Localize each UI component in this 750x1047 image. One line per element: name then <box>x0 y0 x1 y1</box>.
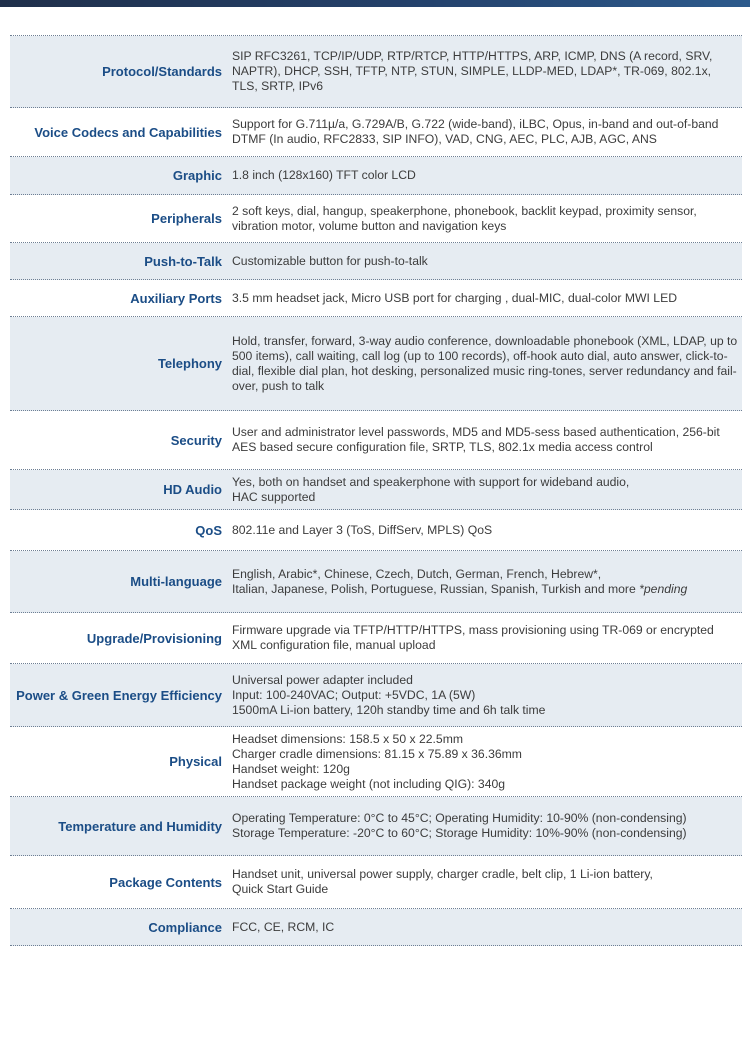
spec-row-qos <box>10 510 742 551</box>
spec-label: Protocol/Standards <box>102 64 222 79</box>
spec-label: Multi-language <box>130 574 222 589</box>
pending-note: *pending <box>639 581 688 596</box>
spec-row-power <box>10 664 742 727</box>
spec-row-security <box>10 411 742 470</box>
spec-value: SIP RFC3261, TCP/IP/UDP, RTP/RTCP, HTTP/HTTPS, ARP, ICMP, DNS (A record, SRV, NAPTR), DHCP, SSH, TFTP, NTP, STUN, SIMPLE, LLDP-MED, LDAP*, TR-069, 802.1x, TLS, SRTP, IPv6 <box>232 49 713 93</box>
spec-value: Firmware upgrade via TFTP/HTTP/HTTPS, mass provisioning using TR-069 or encrypted XML configuration file, manual upload <box>232 623 714 652</box>
spec-row-telephony <box>10 317 742 411</box>
spec-label: Voice Codecs and Capabilities <box>34 124 222 140</box>
spec-value: Support for G.711µ/a, G.729A/B, G.722 (wide-band), iLBC, Opus, in-band and out-of-band DTMF (In audio, RFC2833, SIP INFO), VAD, CNG, AEC, PLC, AJB, AGC, ANS <box>232 117 719 146</box>
spec-value: 1.8 inch (128x160) TFT color LCD <box>232 168 416 182</box>
spec-value: User and administrator level passwords, MD5 and MD5-sess based authentication, 256-bit AES based secure configuration file, SRTP, TLS, 802.1x media access control <box>232 425 720 454</box>
spec-row-protocol <box>10 36 742 108</box>
spec-value: Operating Temperature: 0°C to 45°C; Operating Humidity: 10-90% (non-condensing) Storage Temperature: -20°C to 60°C; Storage Humidity: 10%-90% (non-condensing) <box>232 811 687 840</box>
spec-row-temperature-humidity <box>10 797 742 856</box>
spec-row-upgrade-provisioning <box>10 613 742 664</box>
spec-row-push-to-talk <box>10 243 742 280</box>
spec-value: 3.5 mm headset jack, Micro USB port for charging , dual-MIC, dual-color MWI LED <box>232 290 677 305</box>
multi-language-text: English, Arabic*, Chinese, Czech, Dutch, German, French, Hebrew*, Italian, Japanese, Polish, Portuguese, Russian, Spanish, Turkish and more <box>232 566 636 596</box>
spec-label: Push-to-Talk <box>144 253 222 269</box>
spec-value: Universal power adapter included Input: 100-240VAC; Output: +5VDC, 1A (5W) 1500mA Li-ion battery, 120h standby time and 6h talk time <box>232 672 546 717</box>
spec-label: Temperature and Humidity <box>58 818 222 834</box>
spec-label: Compliance <box>148 919 222 935</box>
spec-row-hd-audio <box>10 470 742 510</box>
spec-value: 802.11e and Layer 3 (ToS, DiffServ, MPLS) QoS <box>232 522 493 537</box>
spec-label: Security <box>170 432 222 448</box>
spec-row-graphic <box>10 157 742 195</box>
spec-row-compliance <box>10 909 742 946</box>
spec-label: HD Audio <box>163 482 222 497</box>
spec-row-multi-language <box>10 551 742 613</box>
spec-label: Graphic <box>172 168 222 183</box>
spec-label: Physical <box>169 754 222 769</box>
spec-label: QoS <box>195 522 222 538</box>
spec-row-peripherals <box>10 195 742 243</box>
spec-value: 2 soft keys, dial, hangup, speakerphone, phonebook, backlit keypad, proximity sensor, vibration motor, volume button and navigation keys <box>232 203 697 233</box>
spec-value: Customizable button for push-to-talk <box>232 253 428 268</box>
spec-row-auxiliary-ports <box>10 280 742 317</box>
spec-row-voice-codecs <box>10 108 742 157</box>
spec-value: FCC, CE, RCM, IC <box>232 919 335 934</box>
spec-value <box>232 565 742 599</box>
spec-row-physical <box>10 727 742 797</box>
spec-label: Peripherals <box>151 211 222 226</box>
spec-row-package-contents <box>10 856 742 909</box>
spec-label: Telephony <box>157 356 222 371</box>
spec-value: Yes, both on handset and speakerphone with support for wideband audio, HAC supported <box>232 474 630 504</box>
spec-label: Auxiliary Ports <box>130 290 222 306</box>
spec-value: Handset unit, universal power supply, charger cradle, belt clip, 1 Li-ion battery, Quick Start Guide <box>232 867 653 896</box>
spec-label: Upgrade/Provisioning <box>86 630 222 646</box>
spec-table <box>10 35 742 946</box>
spec-label: Package Contents <box>109 874 222 890</box>
spec-value: Hold, transfer, forward, 3-way audio conference, downloadable phonebook (XML, LDAP, up to 500 items), call waiting, call log (up to 100 records), off-hook auto dial, auto answer, click-to-dial, flexible dial plan, hot desking, personalized music ring-tones, server redundancy and fail-over, push to talk <box>232 333 738 393</box>
top-header-bar <box>0 0 750 7</box>
spec-value: Headset dimensions: 158.5 x 50 x 22.5mm Charger cradle dimensions: 81.15 x 75.89 x 36.36mm Handset weight: 120g Handset package weight (not including QIG): 340g <box>232 731 522 791</box>
spec-label: Power & Green Energy Efficiency <box>16 687 222 703</box>
